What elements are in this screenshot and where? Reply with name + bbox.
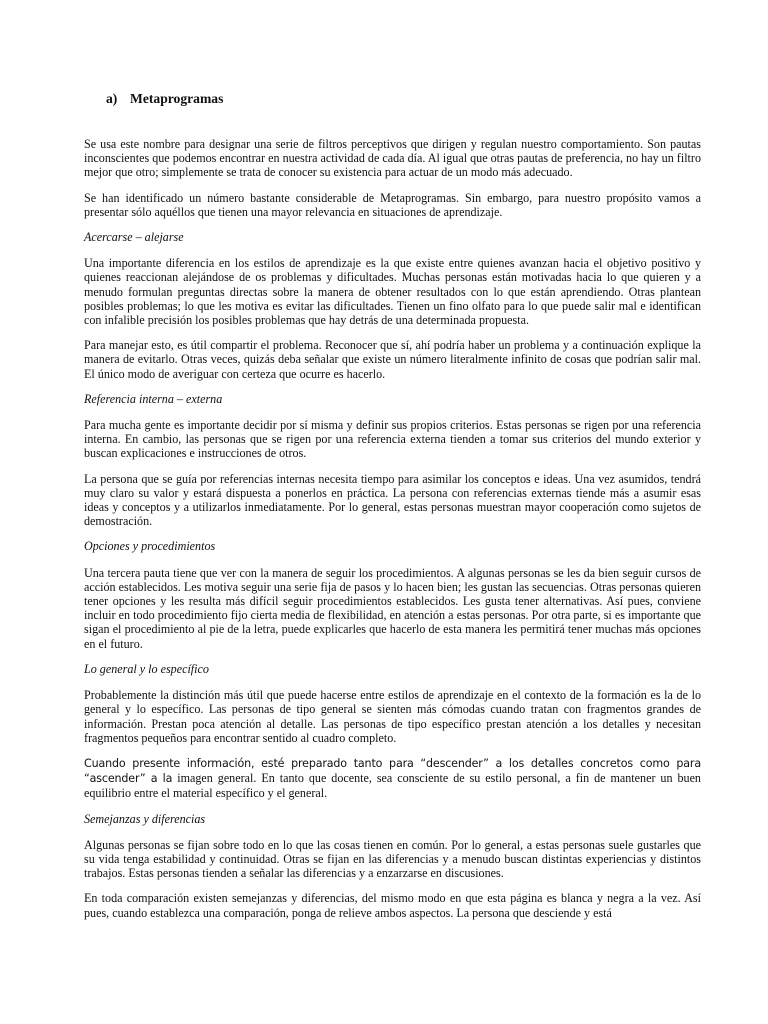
paragraph-referencia-1: Para mucha gente es importante decidir por sí misma y definir sus propios criterios. Estas personas se rigen por una referencia interna. En cambio, las personas que se rigen por una referencia externa tienden a tomar sus criterios del mundo exterior y buscan explicaciones e instrucciones de otros. — [84, 418, 701, 461]
section-title: Metaprogramas — [130, 91, 224, 106]
paragraph-general-2-first-line: Cuando presente información, esté preparado tanto para “descender” a los detalles concretos como para “ascender” a la — [84, 756, 701, 786]
section-heading — [106, 91, 701, 107]
subheading-semejanzas: Semejanzas y diferencias — [84, 811, 206, 826]
section-number: a) — [106, 91, 118, 106]
paragraph-general-2 — [84, 756, 701, 801]
paragraph-acercarse-2: Para manejar esto, es útil compartir el problema. Reconocer que sí, ahí podría haber un problema y a continuación explique la manera de evitarlo. Otras veces, quizás deba señalar que existe un número literalmente infinito de cosas que podrían salir mal. El único modo de averiguar con certeza que ocurre es hacerlo. — [84, 338, 701, 381]
paragraph-opciones: Una tercera pauta tiene que ver con la manera de seguir los procedimientos. A algunas personas se les da bien seguir cursos de acción establecidos. Les motiva seguir una serie fija de pasos y lo hacen bien; les gustan las secuencias. Otras personas quieren tener opciones y les resulta más difícil seguir procedimientos establecidos. Les gusta tener alternativas. Así pues, conviene incluir en todo procedimiento fijo cierta media de flexibilidad, en atención a estas personas. Por otra parte, si es importante que sigan el procedimiento al pie de la letra, puede explicarles que hacerlo de esta manera les permitirá tener muchas más opciones en el futuro. — [84, 565, 701, 651]
paragraph-semejanzas-1: Algunas personas se fijan sobre todo en lo que las cosas tienen en común. Por lo general, a estas personas suele gustarles que su vida tenga estabilidad y continuidad. Otras se fijan en las diferencias y a menudo buscan distintas experiencias y distintos trabajos. Estas personas tienden a señalar las diferencias y a enzarzarse en discusiones. — [84, 837, 701, 881]
paragraph-general-2-rest: imagen general. En tanto que docente, sea consciente de su estilo personal, a fin de mantener un buen equilibrio entre el material específico y el general. — [84, 771, 701, 801]
paragraph-acercarse-1: Una importante diferencia en los estilos de aprendizaje es la que existe entre quienes avanzan hacia el objetivo positivo y quienes reaccionan alejándose de os problemas y dificultades. Muchas personas están motivadas hacia lo que quieren y a menudo formulan preguntas directas sobre la manera de obtener resultados con lo que están aprendiendo. Otras plantean posibles problemas; lo que les motiva es evitar las dificultades. Tienen un fino olfato para lo que puede salir mal e identifican con infalible precisión los posibles problemas que hay detrás de una determinada propuesta. — [84, 256, 701, 328]
document-page — [84, 91, 701, 931]
subheading-general-especifico: Lo general y lo específico — [84, 661, 209, 676]
paragraph-intro: Se usa este nombre para designar una serie de filtros perceptivos que dirigen y regulan nuestro comportamiento. Son pautas inconscientes que podemos encontrar en nuestra actividad de cada día. Al igual que otras pautas de preferencia, no hay un filtro mejor que otro; simplemente se trata de conocer su existencia para actuar de un modo más adecuado. — [84, 137, 701, 180]
paragraph-general-1: Probablemente la distinción más útil que puede hacerse entre estilos de aprendizaje en el contexto de la formación es la de lo general y lo específico. Las personas de tipo general se sienten más cómodas cuando tratan con fragmentos grandes de información. Prestan poca atención al detalle. Las personas de tipo específico prestan atención a los detalles y necesitan fragmentos pequeños para encontrar sentido al cuadro completo. — [84, 688, 701, 745]
subheading-acercarse-alejarse: Acercarse – alejarse — [84, 230, 184, 245]
subheading-referencia: Referencia interna – externa — [84, 391, 223, 406]
paragraph-metaprogramas: Se han identificado un número bastante considerable de Metaprogramas. Sin embargo, para nuestro propósito vamos a presentar sólo aquéllos que tienen una mayor relevancia en situaciones de aprendizaje. — [84, 190, 701, 219]
subheading-opciones: Opciones y procedimientos — [84, 539, 216, 554]
paragraph-referencia-2: La persona que se guía por referencias internas necesita tiempo para asimilar los conceptos e ideas. Una vez asumidos, tendrá muy claro su valor y estará dispuesta a ponerlos en práctica. La persona con referencias externas tiende más a asumir esas ideas y conceptos y a utilizarlos inmediatamente. Por lo general, estas personas muestran mayor cooperación como sujetos de demostración. — [84, 471, 701, 529]
paragraph-semejanzas-2: En toda comparación existen semejanzas y diferencias, del mismo modo en que esta página es blanca y negra a la vez. Así pues, cuando establezca una comparación, ponga de relieve ambos aspectos. La persona que desciende y está — [84, 891, 701, 920]
